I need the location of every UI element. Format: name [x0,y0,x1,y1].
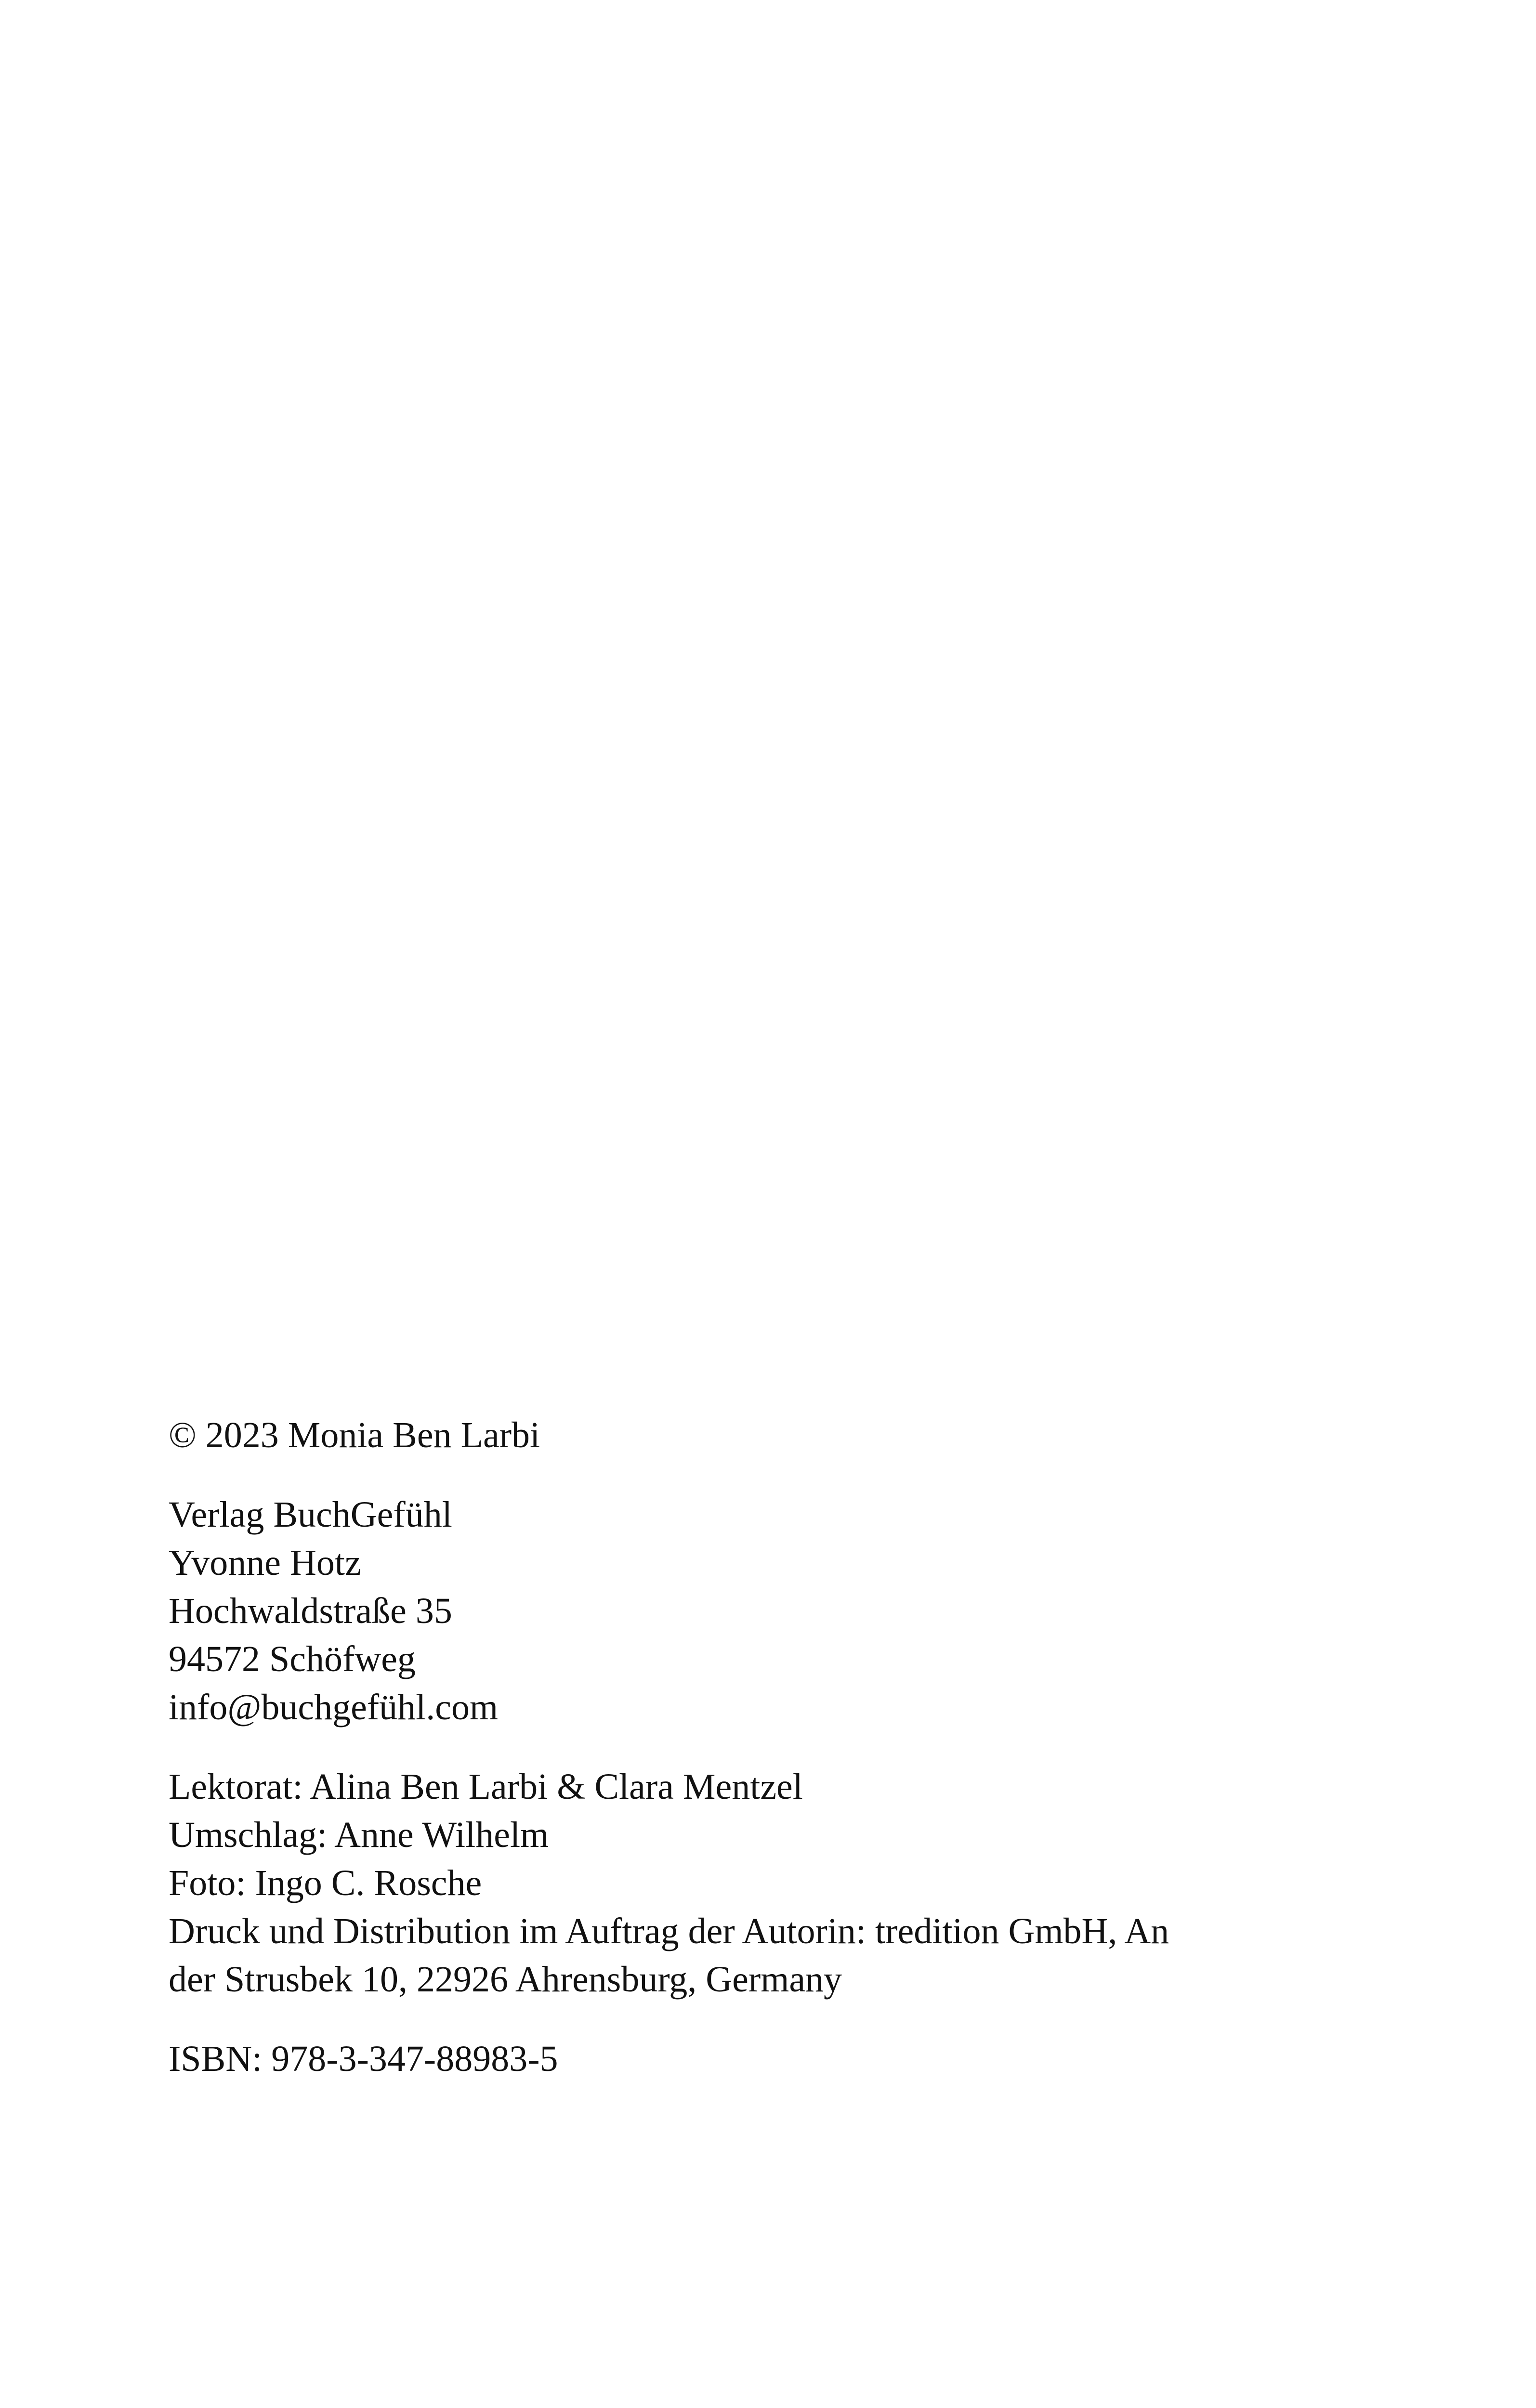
publisher-name: Verlag BuchGefühl [169,1494,452,1535]
printing-credit-line-1: Druck und Distribution im Auftrag der Autorin: tredition GmbH, An [169,1911,1169,1951]
copyright-block [169,1411,1373,1459]
publisher-email: info@buchgefühl.com [169,1687,499,1727]
imprint-page [169,1411,1373,2114]
publisher-block [169,1491,1373,1731]
editing-credit: Lektorat: Alina Ben Larbi & Clara Mentzel [169,1767,803,1807]
publisher-city: 94572 Schöfweg [169,1639,416,1679]
cover-credit: Umschlag: Anne Wilhelm [169,1815,549,1855]
publisher-contact: Yvonne Hotz [169,1543,361,1583]
credits-block [169,1763,1373,2003]
copyright-notice: © 2023 Monia Ben Larbi [169,1415,540,1455]
photo-credit: Foto: Ingo C. Rosche [169,1863,482,1903]
publisher-street: Hochwaldstraße 35 [169,1591,452,1631]
isbn-number: ISBN: 978-3-347-88983-5 [169,2039,558,2079]
printing-credit-line-2: der Strusbek 10, 22926 Ahrensburg, Germany [169,1959,842,2000]
isbn-block [169,2035,1373,2083]
